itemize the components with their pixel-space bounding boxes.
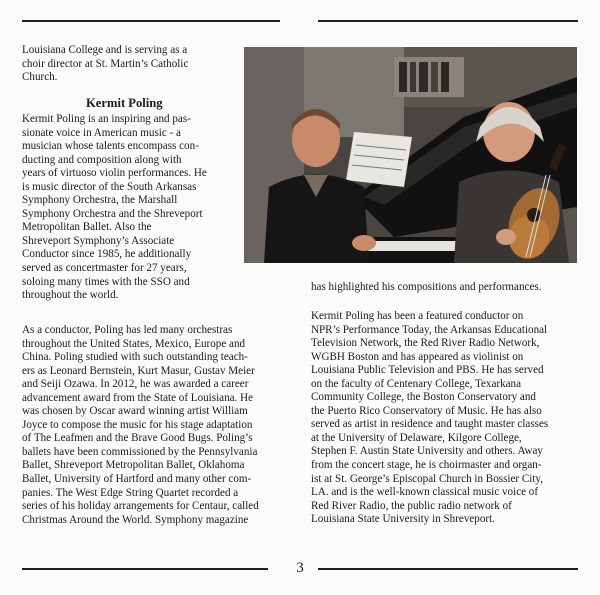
text-line: Kermit Poling is an inspiring and pas-: [22, 113, 191, 125]
text-line: Louisiana Public Television and PBS. He has served: [311, 364, 544, 377]
text-line: Church.: [22, 71, 58, 84]
text-line: the Puerto Rico Conservatory of Music. He has also: [311, 404, 542, 417]
text-line: sionate voice in American music - a: [22, 126, 181, 139]
text-line: Kermit Poling has been a featured conductor on: [311, 310, 524, 322]
text-line: panies. The West Edge String Quartet recorded a: [22, 486, 239, 499]
text-line: Stephen F. Austin State University and others. Away: [311, 445, 543, 458]
text-line: Ballet, University of Hartford and many other com-: [22, 473, 252, 486]
text-line: advancement award from the State of Louisiana. He: [22, 391, 254, 404]
text-line: Metropolitan Ballet. Also the: [22, 221, 152, 234]
text-line: Symphony Orchestra, the Marshall: [22, 194, 178, 207]
text-line: series of his holiday arrangements for Centaur, called: [22, 500, 259, 513]
musicians-photo: [244, 47, 577, 263]
conductor-paragraph: [22, 324, 259, 527]
text-line: Christmas Around the World. Symphony magazine: [22, 513, 249, 526]
text-line: on the faculty of Centenary College, Texarkana: [311, 377, 522, 390]
text-line: served as artist in residence and taught master classes: [311, 418, 549, 431]
page-number: 3: [296, 560, 304, 576]
section-heading: Kermit Poling: [86, 96, 163, 110]
text-line: ers as Leonard Bernstein, Kurt Masur, Gustav Meier: [22, 364, 255, 377]
text-line: choir director at St. Martin’s Catholic: [22, 57, 189, 70]
text-line: Joyce to compose the music for his stage adaptation: [22, 418, 253, 431]
text-line: throughout the world.: [22, 289, 119, 302]
text-line: soloing many times with the SSO and: [22, 275, 190, 288]
text-line: Louisiana College and is serving as a: [22, 44, 188, 56]
text-line: throughout the United States, Mexico, Europe and: [22, 337, 246, 350]
text-line: China. Poling studied with such outstanding teach-: [22, 351, 248, 364]
text-line: ballets have been commissioned by the Pennsylvania: [22, 445, 258, 458]
text-line: from the concert stage, he is choirmaster and organ-: [311, 459, 542, 472]
performance-paragraph: [311, 310, 548, 527]
text-line: Conductor since 1985, he additionally: [22, 248, 192, 261]
text-line: musician whose talents encompass con-: [22, 140, 199, 153]
text-line: of The Leafmen and the Brave Good Bugs. Poling’s: [22, 432, 253, 445]
text-line: ducting and composition along with: [22, 153, 182, 166]
text-line: Symphony Orchestra and the Shreveport: [22, 207, 203, 220]
intro-paragraph: [22, 44, 188, 85]
text-line: As a conductor, Poling has led many orchestras: [22, 324, 233, 336]
text-line: NPR’s Performance Today, the Arkansas Educational: [311, 323, 548, 336]
bio-paragraph: [22, 113, 207, 303]
text-line: is music director of the South Arkansas: [22, 180, 197, 193]
text-line: at the University of Delaware, Kilgore College,: [311, 431, 522, 444]
text-line: years of virtuoso violin performances. He: [22, 167, 207, 180]
text-line: WGBH Boston and has appeared as violinist on: [311, 350, 524, 363]
text-line: Television Network, the Red River Radio Network,: [311, 337, 540, 350]
text-line: Shreveport Symphony’s Associate: [22, 234, 175, 247]
text-line: Louisiana State University in Shreveport.: [311, 513, 495, 526]
text-line: ist at St. George’s Episcopal Church in Bossier City,: [311, 472, 544, 485]
text-line: served as concertmaster for 27 years,: [22, 262, 187, 275]
text-line: LA. and is the well-known classical music voice of: [311, 486, 539, 499]
text-line: Community College, the Boston Conservatory and: [311, 391, 536, 404]
continuation-paragraph: [311, 281, 541, 295]
text-line: Ballet, Shreveport Metropolitan Ballet, Oklahoma: [22, 459, 245, 472]
text-line: was chosen by Oscar award winning artist William: [22, 405, 248, 418]
top-rule-right: [318, 20, 578, 22]
top-rule-left: [22, 20, 280, 22]
text-line: Red River Radio, the public radio network of: [311, 499, 512, 512]
text-line: has highlighted his compositions and performances.: [311, 281, 542, 293]
text-line: and Seiji Ozawa. In 2012, he was awarded a career: [22, 378, 249, 391]
